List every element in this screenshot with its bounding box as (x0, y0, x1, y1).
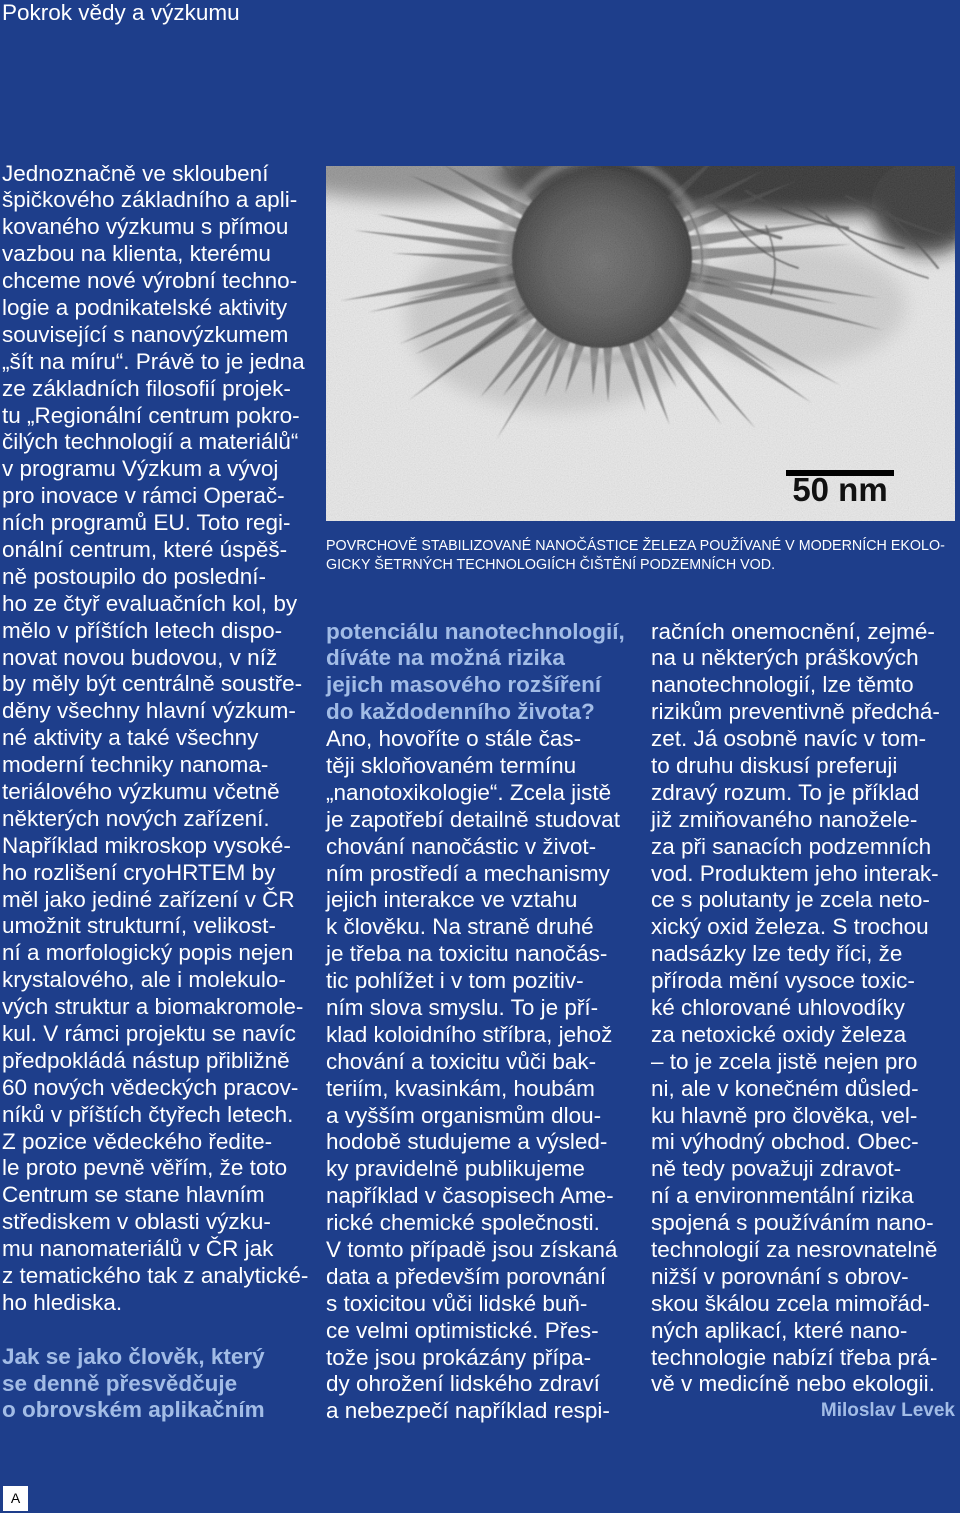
text-line: jejich interakce ve vztahu (326, 887, 578, 913)
text-line: né aktivity a také všechny (2, 725, 259, 751)
text-line: „nanotoxikologie“. Zcela jistě (326, 779, 612, 805)
text-line: je třeba na toxicitu nanočás- (326, 941, 608, 967)
text-line: ných aplikací, které nano- (651, 1317, 908, 1343)
question-line: o obrovském aplikačním (2, 1397, 265, 1423)
text-line: onální centrum, které úspěš- (2, 536, 288, 562)
text-line: xický oxid železa. S trochou (651, 914, 929, 940)
text-line: Z pozice vědeckého ředite- (2, 1128, 273, 1154)
text-line: a vyšším organismům dlou- (326, 1102, 602, 1128)
text-line: ce velmi optimistické. Přes- (326, 1317, 599, 1343)
text-line: ně postoupilo do poslední- (2, 563, 266, 589)
text-line: nadsázky lze tedy říci, že (651, 941, 903, 967)
text-line: z tematického tak z analytické- (2, 1263, 309, 1289)
author-signature: Miloslav Levek (820, 1400, 955, 1422)
text-line: nižší v porovnání s obrov- (651, 1263, 909, 1289)
column-2-body (326, 726, 641, 1425)
nanoparticle-micrograph (326, 166, 955, 521)
text-line: ze základních filosofií projek- (2, 375, 291, 401)
interview-question-part-2 (326, 619, 641, 727)
caption-line: GICKY ŠETRNÝCH TECHNOLOGIÍCH ČIŠTĚNÍ PODZEMNÍCH VOD. (326, 556, 776, 573)
text-line: novat novou budovou, v níž (2, 644, 278, 670)
text-line: Například mikroskop vysoké- (2, 832, 291, 858)
text-line: – to je zcela jistě nejen pro (651, 1048, 918, 1074)
text-line: s toxicitou vůči lidské buň- (326, 1290, 588, 1316)
caption-line: POVRCHOVĚ STABILIZOVANÉ NANOČÁSTICE ŽELEZA POUŽÍVANÉ V MODERNÍCH EKOLO- (326, 537, 945, 554)
text-line: krystalového, ale i molekulo- (2, 967, 286, 993)
text-line: umožnit strukturní, velikost- (2, 913, 276, 939)
text-line: ní a environmentální rizika (651, 1183, 914, 1209)
text-line: teriím, kvasinkám, houbám (326, 1075, 595, 1101)
interview-question-part-1 (2, 1344, 312, 1425)
text-line: tu „Regionální centrum pokro- (2, 402, 300, 428)
question-line: díváte na možná rizika (326, 645, 565, 671)
text-line: ním prostředí a mechanismy (326, 860, 610, 886)
text-line: k člověku. Na straně druhé (326, 914, 594, 940)
question-line: Jak se jako člověk, který (2, 1343, 265, 1369)
text-line: logie a podnikatelské aktivity (2, 294, 288, 320)
grain-texture (326, 166, 955, 521)
text-line: za při sanacích podzemních (651, 833, 932, 859)
text-line: dy ohrožení lidského zdraví (326, 1371, 600, 1397)
figure-caption (326, 537, 945, 575)
text-line: to druhu diskusí preferuji (651, 752, 898, 778)
text-line: tic pohlížet i v tom pozitiv- (326, 968, 584, 994)
text-line: le proto pevně věřím, že toto (2, 1155, 288, 1181)
section-header: Pokrok vědy a výzkumu (2, 0, 240, 25)
paragraph-gap (2, 1317, 312, 1344)
text-line: související s nanovýzkumem (2, 321, 289, 347)
question-line: jejich masového rozšíření (326, 672, 602, 698)
text-line: chování nanočástic v život- (326, 833, 597, 859)
scale-bar-label: 50 nm (792, 471, 888, 508)
text-line: data a především porovnání (326, 1263, 607, 1289)
article-column-2 (326, 619, 641, 1426)
text-line: střediskem v oblasti výzku- (2, 1209, 271, 1235)
question-line: se denně přesvědčuje (2, 1370, 238, 1396)
text-line: ně tedy považuji zdravot- (651, 1156, 902, 1182)
text-line: některých nových zařízení. (2, 805, 270, 831)
text-line: za netoxické oxidy železa (651, 1021, 907, 1047)
text-line: předpokládá nástup přibližně (2, 1047, 290, 1073)
text-line: ky pravidelně publikujeme (326, 1156, 585, 1182)
text-line: špičkového základního a apli- (2, 187, 298, 213)
text-line: ho ze čtyř evaluačních kol, by (2, 590, 298, 616)
text-line: chování a toxicitu vůči bak- (326, 1048, 597, 1074)
text-line: tože jsou prokázány přípa- (326, 1344, 592, 1370)
question-line: potenciálu nanotechnologií, (326, 618, 625, 644)
text-line: rizikům preventivně předchá- (651, 699, 940, 725)
text-line: Centrum se stane hlavním (2, 1182, 265, 1208)
text-line: vod. Produktem jeho interak- (651, 860, 939, 886)
text-line: vazbou na klienta, kterému (2, 241, 271, 267)
text-line: ho hlediska. (2, 1289, 123, 1315)
text-line: rické chemické společnosti. (326, 1210, 600, 1236)
text-line: hodobě studujeme a výsled- (326, 1129, 608, 1155)
text-line: moderní techniky nanoma- (2, 752, 269, 778)
text-line: ké chlorované uhlovodíky (651, 994, 905, 1020)
text-line: níků v příštích čtyřech letech. (2, 1101, 294, 1127)
text-line: v programu Výzkum a vývoj (2, 456, 279, 482)
text-line: Ano, hovoříte o stále čas- (326, 726, 582, 752)
text-line: račních onemocnění, zejmé- (651, 618, 935, 644)
text-line: těji skloňovaném termínu (326, 752, 577, 778)
text-line: na u některých práškových (651, 645, 919, 671)
text-line: mělo v příštích letech dispo- (2, 617, 283, 643)
text-line: je zapotřebí detailně studovat (326, 806, 620, 832)
text-line: například v časopisech Ame- (326, 1183, 614, 1209)
text-line: ni, ale v konečném důsled- (651, 1075, 919, 1101)
text-line: kovaného výzkumu s přímou (2, 214, 289, 240)
text-line: Jednoznačně ve skloubení (2, 160, 269, 186)
text-line: „šít na míru“. Právě to je jedna (2, 348, 305, 374)
text-line: zdravý rozum. To je příklad (651, 779, 920, 805)
text-line: mu nanomateriálů v ČR jak (2, 1236, 274, 1262)
text-line: již zmiňovaného nanožele- (651, 806, 918, 832)
text-line: pro inovace v rámci Operač- (2, 483, 285, 509)
text-line: klad koloidního stříbra, jehož (326, 1021, 613, 1047)
text-line: ku hlavně pro člověka, vel- (651, 1102, 918, 1128)
text-line: příroda mění vysoce toxic- (651, 968, 915, 994)
column-3-body (651, 619, 955, 1399)
question-line: do každodenního života? (326, 699, 595, 725)
article-column-3 (651, 619, 955, 1426)
text-line: spojená s používáním nano- (651, 1210, 934, 1236)
text-line: chceme nové výrobní techno- (2, 268, 298, 294)
text-line: ním slova smyslu. To je pří- (326, 994, 599, 1020)
text-line: technologie nabízí třeba prá- (651, 1344, 938, 1370)
page-marker: A (3, 1486, 28, 1511)
text-line: nanotechnologií, lze těmto (651, 672, 914, 698)
text-line: a nebezpečí například respi- (326, 1398, 610, 1424)
text-line: V tomto případě jsou získaná (326, 1236, 618, 1262)
text-line: ní a morfologický popis nejen (2, 940, 294, 966)
text-line: ce s polutanty je zcela neto- (651, 887, 930, 913)
text-line: kul. V rámci projektu se navíc (2, 1021, 296, 1046)
text-line: by měly být centrálně soustře- (2, 671, 303, 697)
micrograph-figure (326, 166, 955, 521)
text-line: vých struktur a biomakromole- (2, 994, 304, 1020)
text-line: čilých technologií a materiálů“ (2, 429, 299, 455)
text-line: skou škálou zcela mimořád- (651, 1290, 930, 1316)
text-line: měl jako jediné zařízení v ČR (2, 886, 295, 912)
text-line: technologií za nesrovnatelně (651, 1236, 938, 1262)
text-line: mi výhodný obchod. Obec- (651, 1129, 919, 1155)
text-line: vě v medicíně nebo ekologii. (651, 1371, 935, 1397)
column-1-body (2, 161, 312, 1317)
text-line: teriálového výzkumu včetně (2, 778, 280, 804)
text-line: děny všechny hlavní výzkum- (2, 698, 296, 724)
article-column-1 (2, 161, 312, 1425)
text-line: zet. Já osobně navíc v tom- (651, 726, 927, 752)
text-line: ních programů EU. Toto regi- (2, 510, 291, 536)
text-line: 60 nových vědeckých pracov- (2, 1074, 299, 1100)
text-line: ho rozlišení cryoHRTEM by (2, 859, 276, 885)
